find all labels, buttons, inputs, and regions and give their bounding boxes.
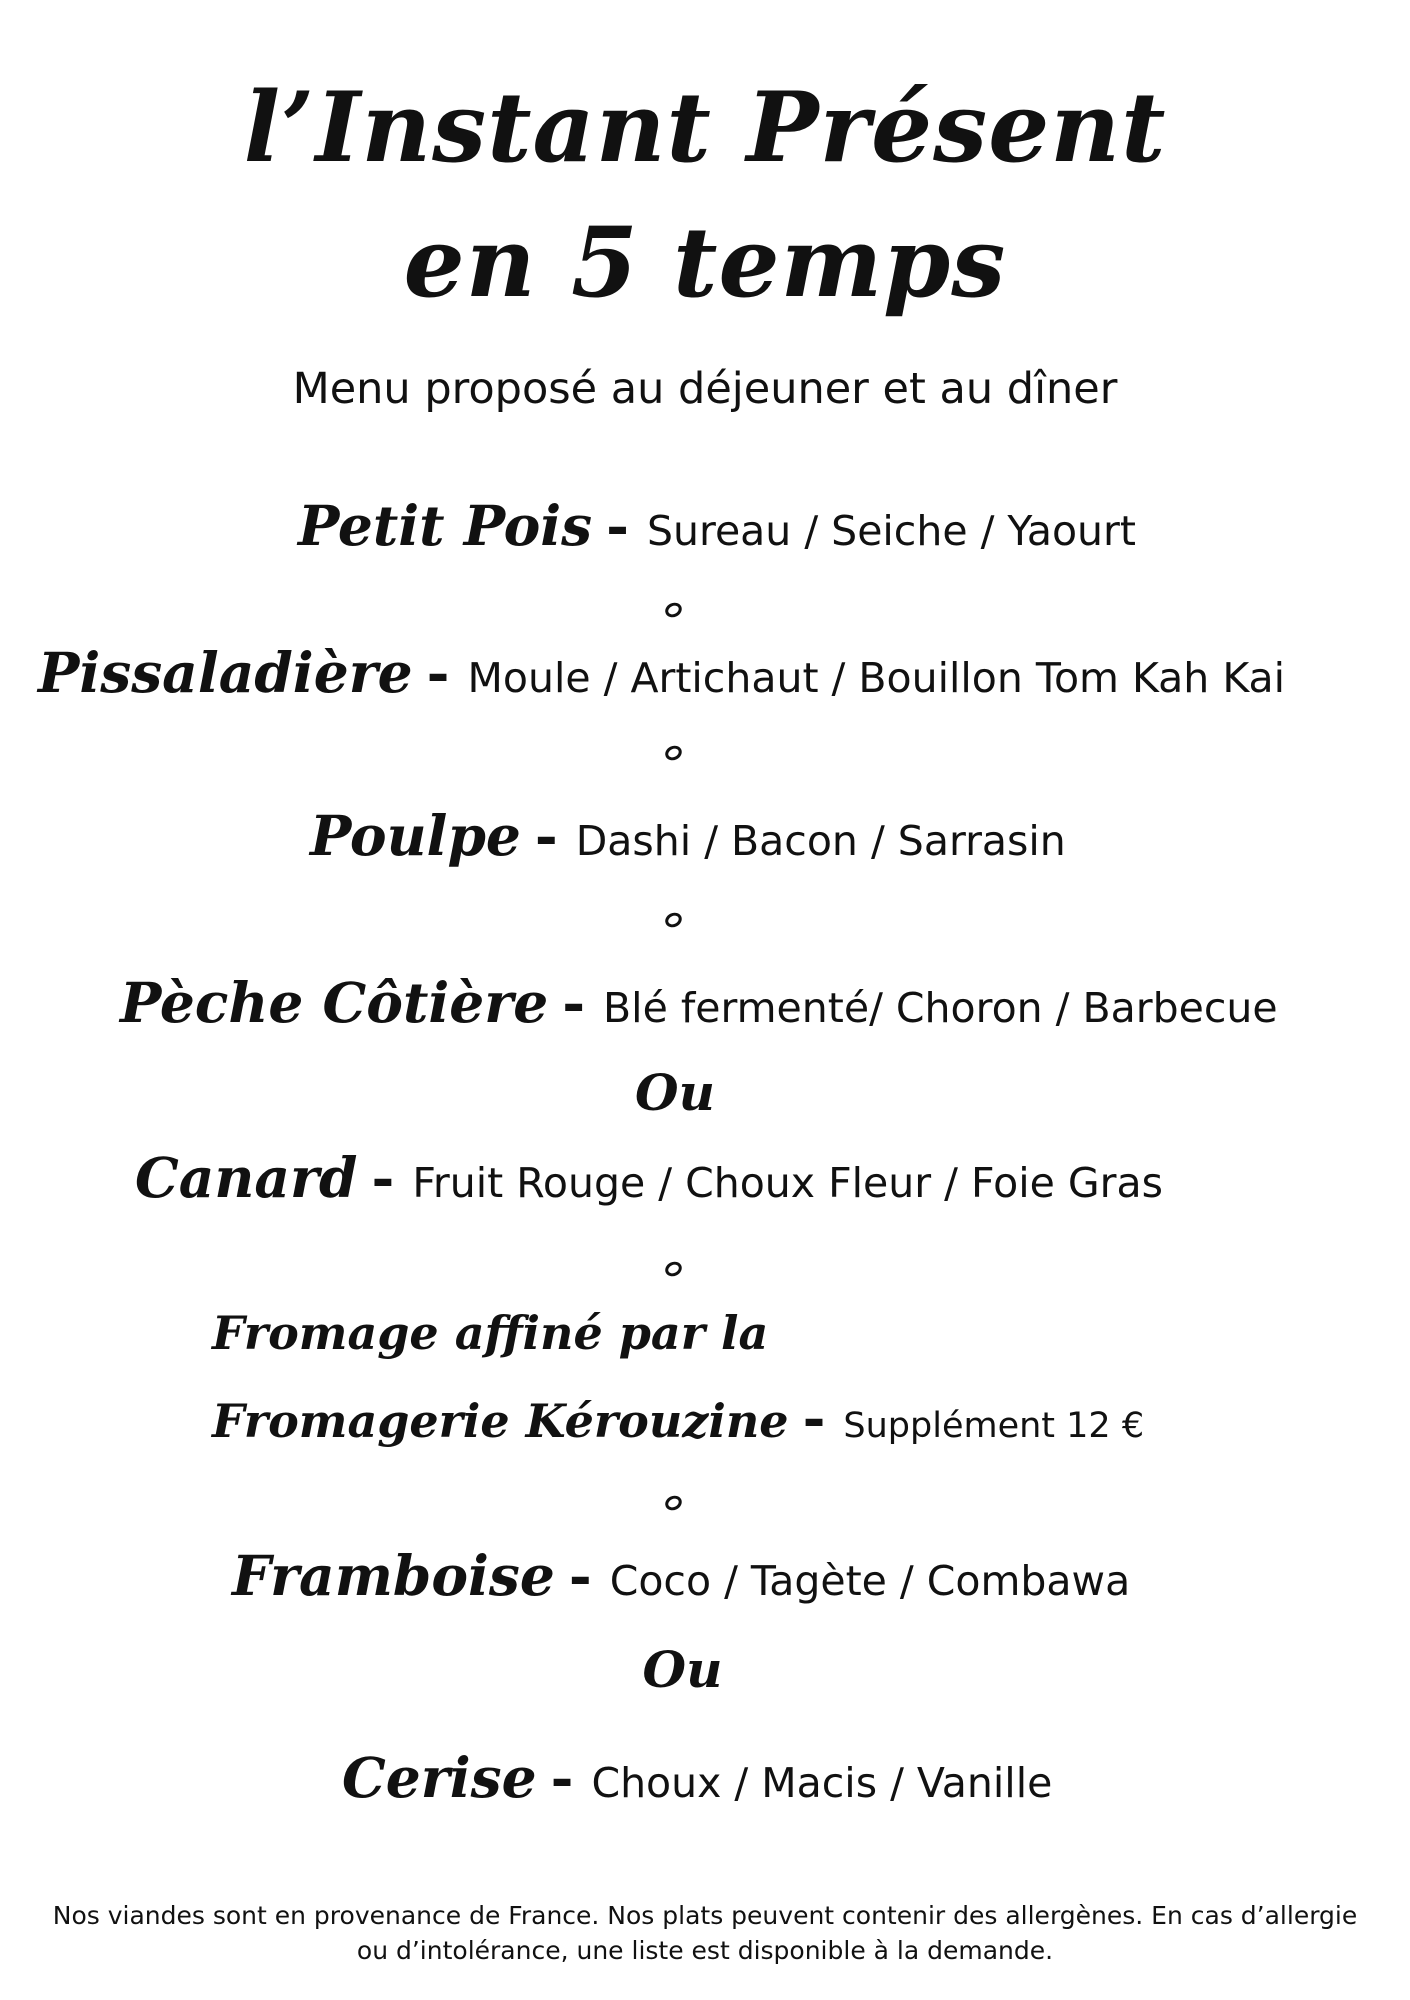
dash: - [534, 803, 558, 868]
dish-description: Dashi / Bacon / Sarrasin [575, 817, 1066, 865]
dish-description: Blé fermenté/ Choron / Barbecue [603, 984, 1278, 1032]
dish-description: Choux / Macis / Vanille [591, 1759, 1053, 1807]
separator-dot-icon [663, 1493, 684, 1513]
dish-description: Sureau / Seiche / Yaourt [646, 507, 1136, 555]
dish-name: Cerise [342, 1745, 537, 1810]
course-framboise [232, 1543, 1131, 1608]
separator-dot-icon [663, 600, 684, 620]
separator-dot-icon [663, 743, 684, 763]
menu-title-line1: l’Instant Présent [243, 71, 1167, 184]
dish-description: Fruit Rouge / Choux Fleur / Foie Gras [412, 1159, 1163, 1207]
dish-name: Poulpe [310, 803, 521, 868]
course-pissaladiere [38, 640, 1285, 705]
dash: - [426, 640, 450, 705]
dash: - [371, 1145, 395, 1210]
course-canard [135, 1145, 1163, 1210]
dish-name-line1: Fromage affiné par la [212, 1306, 769, 1360]
course-poulpe [310, 803, 1066, 868]
dish-description: Supplément 12 € [843, 1406, 1145, 1446]
course-fromage [212, 1385, 1145, 1450]
or-separator: Ou [642, 1640, 723, 1699]
dish-name: Canard [135, 1145, 358, 1210]
dish-description: Moule / Artichaut / Bouillon Tom Kah Kai [467, 654, 1285, 702]
dish-name: Pissaladière [38, 640, 413, 705]
menu-subtitle: Menu proposé au déjeuner et au dîner [292, 364, 1118, 414]
dish-name: Framboise [232, 1543, 555, 1608]
dish-description: Coco / Tagète / Combawa [609, 1557, 1131, 1605]
dash: - [568, 1543, 592, 1608]
allergen-notice: Nos viandes sont en provenance de France. Nos plats peuvent contenir des allergènes. En cas d’allergie ou d’intolérance, une liste est disponible à la demande. [52, 1901, 1358, 1965]
dash: - [606, 493, 629, 558]
dash: - [550, 1745, 574, 1810]
dish-name-line2: Fromagerie Kérouzine [212, 1394, 789, 1448]
course-peche-cotiere [120, 970, 1278, 1035]
separator-dot-icon [663, 910, 684, 930]
separator-dot-icon [663, 1259, 684, 1279]
course-petit-pois [298, 493, 1136, 558]
dish-name: Pèche Côtière [120, 970, 549, 1035]
dash: - [802, 1385, 826, 1450]
dish-name: Petit Pois [298, 493, 593, 558]
course-cerise [342, 1745, 1053, 1810]
menu-title-line2: en 5 temps [403, 206, 1007, 319]
or-separator: Ou [635, 1063, 715, 1122]
dash: - [562, 970, 586, 1035]
